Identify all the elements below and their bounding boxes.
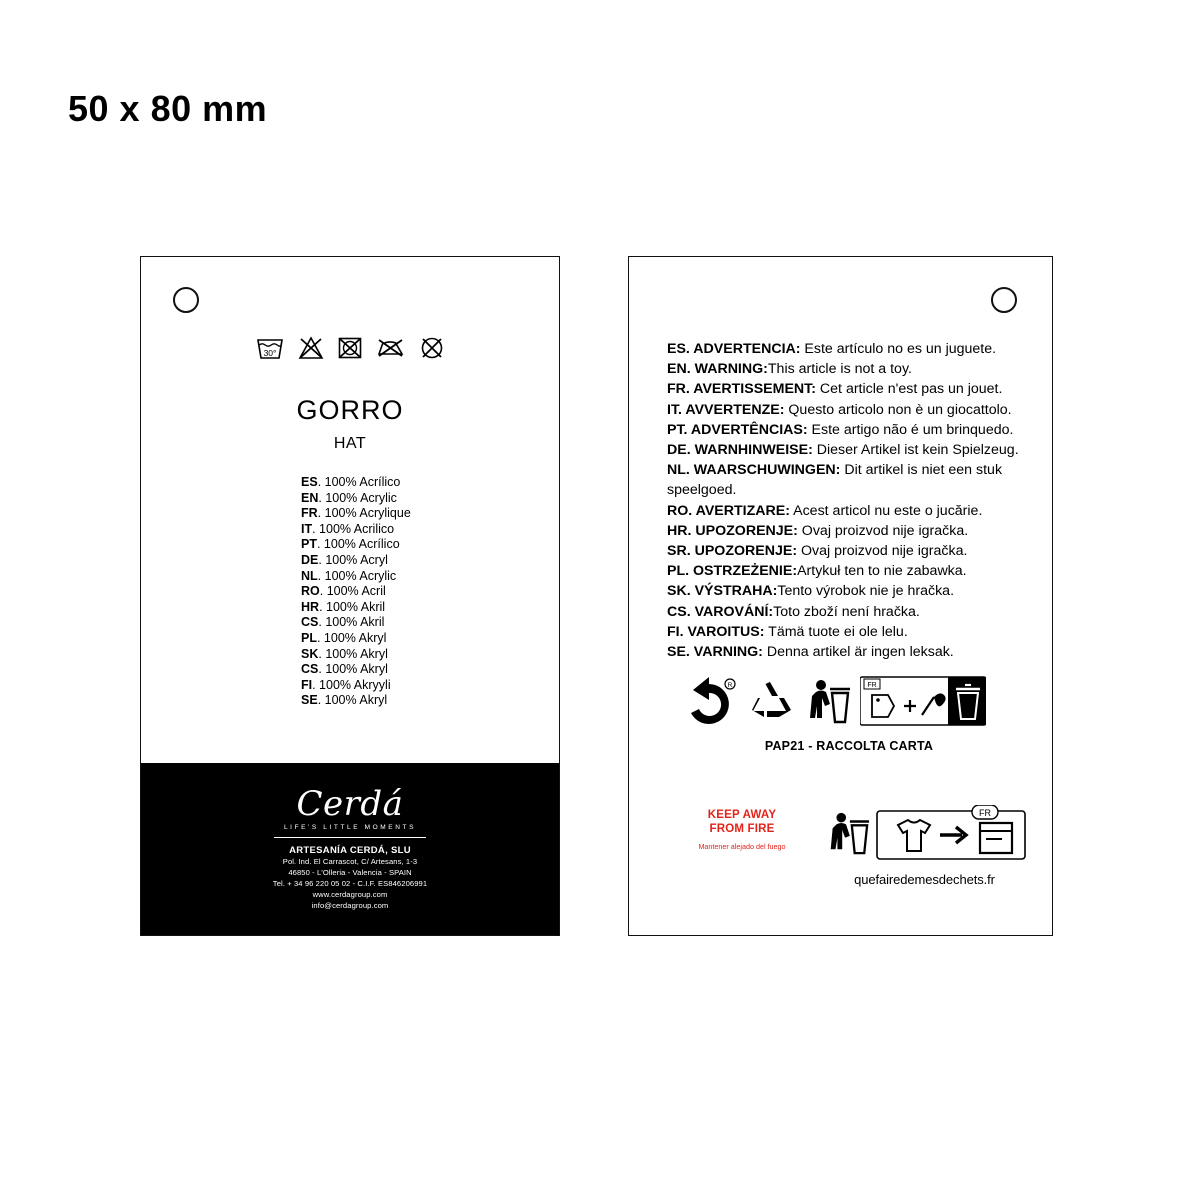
composition-language-code: CS (301, 615, 319, 630)
composition-language-code: ES (301, 475, 318, 489)
warning-text: Ovaj proizvod nije igračka. (797, 543, 968, 560)
warning-language-code: PL. OSTRZEŻENIE: (667, 563, 798, 580)
composition-value: . 100% Acrylique (317, 506, 411, 521)
composition-row (301, 662, 559, 678)
divider (274, 837, 426, 838)
warning-language-code: CS. VAROVÁNÍ: (667, 603, 774, 620)
composition-value: . 100% Akryyli (312, 677, 391, 692)
warning-row (667, 440, 1030, 460)
warning-text: Denna artikel är ingen leksak. (762, 644, 954, 661)
product-name: GORRO (296, 395, 404, 425)
company-address-line-1: Pol. Ind. El Carrascot, C/ Artesans, 1-3 (282, 857, 418, 866)
pap-recycling-label: PAP21 - RACCOLTA CARTA (764, 739, 934, 753)
composition-value: . 100% Acryl (318, 552, 388, 567)
do-not-tumble-dry-icon (337, 335, 363, 361)
warning-text: Acest articol nu este o jucărie. (789, 502, 983, 519)
composition-value: . 100% Acrylic (318, 490, 397, 505)
warning-language-code: PT. ADVERTÊNCIAS: (667, 421, 808, 438)
warning-text: Ovaj proizvod nije igračka. (797, 522, 969, 539)
composition-language-code: EN (301, 490, 319, 505)
hangtag-front (140, 256, 560, 936)
fire-warning-line-2: FROM FIRE (709, 822, 775, 835)
composition-row (301, 522, 559, 538)
composition-value: . 100% Acrylic (317, 568, 397, 583)
fire-warning-line-1: KEEP AWAY (707, 809, 777, 821)
composition-row (301, 537, 559, 553)
composition-value: . 100% Akryl (318, 662, 388, 677)
wash-30-icon (255, 335, 285, 361)
composition-row (301, 475, 559, 491)
company-website: www.cerdagroup.com (312, 890, 388, 899)
warning-text: Toto zboží není hračka. (773, 603, 920, 620)
warning-language-code: RO. AVERTIZARE: (667, 502, 790, 519)
care-symbols-row (141, 335, 559, 361)
composition-row (301, 693, 559, 709)
composition-value: . 100% Akril (318, 615, 385, 630)
warning-language-code: SR. UPOZORENJE: (667, 543, 798, 560)
warning-text: Questo articolo non è un giocattolo. (784, 401, 1012, 418)
hangtag-back (628, 256, 1053, 936)
disposal-url: quefairedemesdechets.fr (854, 872, 995, 887)
warning-row (667, 541, 1030, 561)
do-not-bleach-icon (298, 335, 324, 361)
warning-language-code: NL. WAARSCHUWINGEN: (667, 462, 841, 479)
warning-text: Tämä tuote ei ole lelu. (764, 623, 908, 640)
warning-language-code: IT. AVVERTENZE: (667, 401, 785, 418)
do-not-iron-icon (376, 335, 406, 361)
fire-warning-block (687, 809, 797, 851)
composition-list (141, 475, 559, 709)
composition-language-code: CS (301, 662, 319, 677)
tidyman-bin-icon (824, 809, 870, 862)
composition-language-code: SE (301, 693, 318, 708)
warning-row (667, 400, 1030, 420)
composition-language-code: FR (301, 506, 318, 521)
composition-row (301, 569, 559, 585)
company-contact-line: Tel. + 34 96 220 05 02 - C.I.F. ES846206991 (272, 879, 428, 888)
composition-value: . 100% Akril (319, 599, 386, 614)
composition-language-code: PL (301, 630, 317, 645)
composition-language-code: SK (301, 646, 319, 661)
composition-row (301, 678, 559, 694)
composition-value: . 100% Acril (319, 584, 386, 599)
composition-language-code: PT (301, 537, 317, 552)
composition-row (301, 631, 559, 647)
triman-textile-container-icon (876, 805, 1026, 866)
warning-language-code: DE. WARNHINWEISE: (667, 442, 813, 459)
warning-language-code: SE. VARNING: (667, 644, 763, 661)
warning-text: Cet article n'est pas un jouet. (815, 381, 1003, 398)
warning-language-code: EN. WARNING: (667, 361, 768, 378)
warning-row (667, 561, 1030, 581)
composition-value: . 100% Akryl (318, 646, 388, 661)
page-title: 50 x 80 mm (68, 88, 268, 129)
punch-hole-icon (173, 287, 199, 313)
warning-row (667, 379, 1030, 399)
product-name-english: HAT (333, 435, 367, 452)
do-not-dry-clean-icon (419, 335, 445, 361)
brand-footer (141, 763, 559, 935)
svg-text:R: R (727, 682, 733, 689)
warnings-list (667, 339, 1030, 662)
composition-row (301, 647, 559, 663)
brand-logo: Cerdá (296, 784, 404, 824)
fire-warning-translation: Mantener alejado del fuego (698, 842, 786, 851)
warning-text: Artykuł ten to nie zabawka. (797, 563, 967, 580)
warning-text: Dit artikel is niet een stuk speelgoed. (667, 462, 1003, 499)
mobius-loop-recycle-icon (746, 677, 794, 730)
composition-value: . 100% Acrilico (312, 521, 395, 536)
warning-language-code: HR. UPOZORENJE: (667, 522, 798, 539)
warning-text: Tento výrobok nie je hračka. (777, 583, 955, 600)
warning-text: Este artículo no es un juguete. (800, 341, 997, 357)
composition-row (301, 600, 559, 616)
composition-language-code: HR (301, 599, 320, 614)
warning-row (667, 460, 1030, 500)
brand-tagline: LIFE'S LITTLE MOMENTS (283, 824, 417, 831)
svg-text:FR: FR (978, 808, 991, 818)
recycling-icons-row (681, 675, 1021, 732)
composition-language-code: IT (301, 521, 313, 536)
composition-value: . 100% Akryl (316, 630, 387, 645)
composition-value: . 100% Akryl (317, 693, 388, 708)
resy-recycle-icon (681, 676, 737, 731)
disposal-icons-row (817, 805, 1032, 866)
warning-row (667, 521, 1030, 541)
composition-row (301, 491, 559, 507)
composition-value: . 100% Acrílico (316, 537, 400, 552)
warning-text: Dieser Artikel ist kein Spielzeug. (812, 442, 1019, 459)
composition-row (301, 553, 559, 569)
disposal-block (817, 805, 1032, 887)
composition-language-code: DE (301, 552, 319, 567)
warning-row (667, 622, 1030, 642)
warning-row (667, 359, 1030, 379)
warning-language-code: FR. AVERTISSEMENT: (667, 381, 816, 398)
punch-hole-icon (991, 287, 1017, 313)
warning-language-code: FI. VAROITUS: (667, 623, 765, 640)
warning-row (667, 420, 1030, 440)
warning-text: Este artigo não é um brinquedo. (807, 421, 1014, 438)
composition-row (301, 584, 559, 600)
warning-row (667, 602, 1030, 622)
composition-language-code: FI (301, 677, 313, 692)
triman-label-sort-icon (860, 675, 986, 732)
company-address-line-2: 46850 - L'Olleria - Valencia - SPAIN (288, 868, 412, 877)
company-name: ARTESANÍA CERDÁ, SLU (289, 845, 411, 856)
composition-row (301, 615, 559, 631)
composition-value: . 100% Acrílico (317, 475, 401, 489)
warning-row (667, 339, 1030, 359)
composition-language-code: NL (301, 568, 318, 583)
svg-text:FR: FR (867, 682, 877, 689)
tidyman-bin-icon (803, 676, 851, 731)
svg-text:30°: 30° (263, 348, 277, 358)
warning-row (667, 642, 1030, 662)
warning-language-code: SK. VÝSTRAHA: (667, 583, 778, 600)
composition-language-code: RO (301, 584, 320, 599)
composition-row (301, 506, 559, 522)
warning-row (667, 581, 1030, 601)
company-email: info@cerdagroup.com (311, 901, 389, 910)
warning-language-code: ES. ADVERTENCIA: (667, 341, 801, 357)
warning-row (667, 501, 1030, 521)
recycling-block (681, 675, 1021, 753)
warning-text: This article is not a toy. (767, 361, 912, 378)
